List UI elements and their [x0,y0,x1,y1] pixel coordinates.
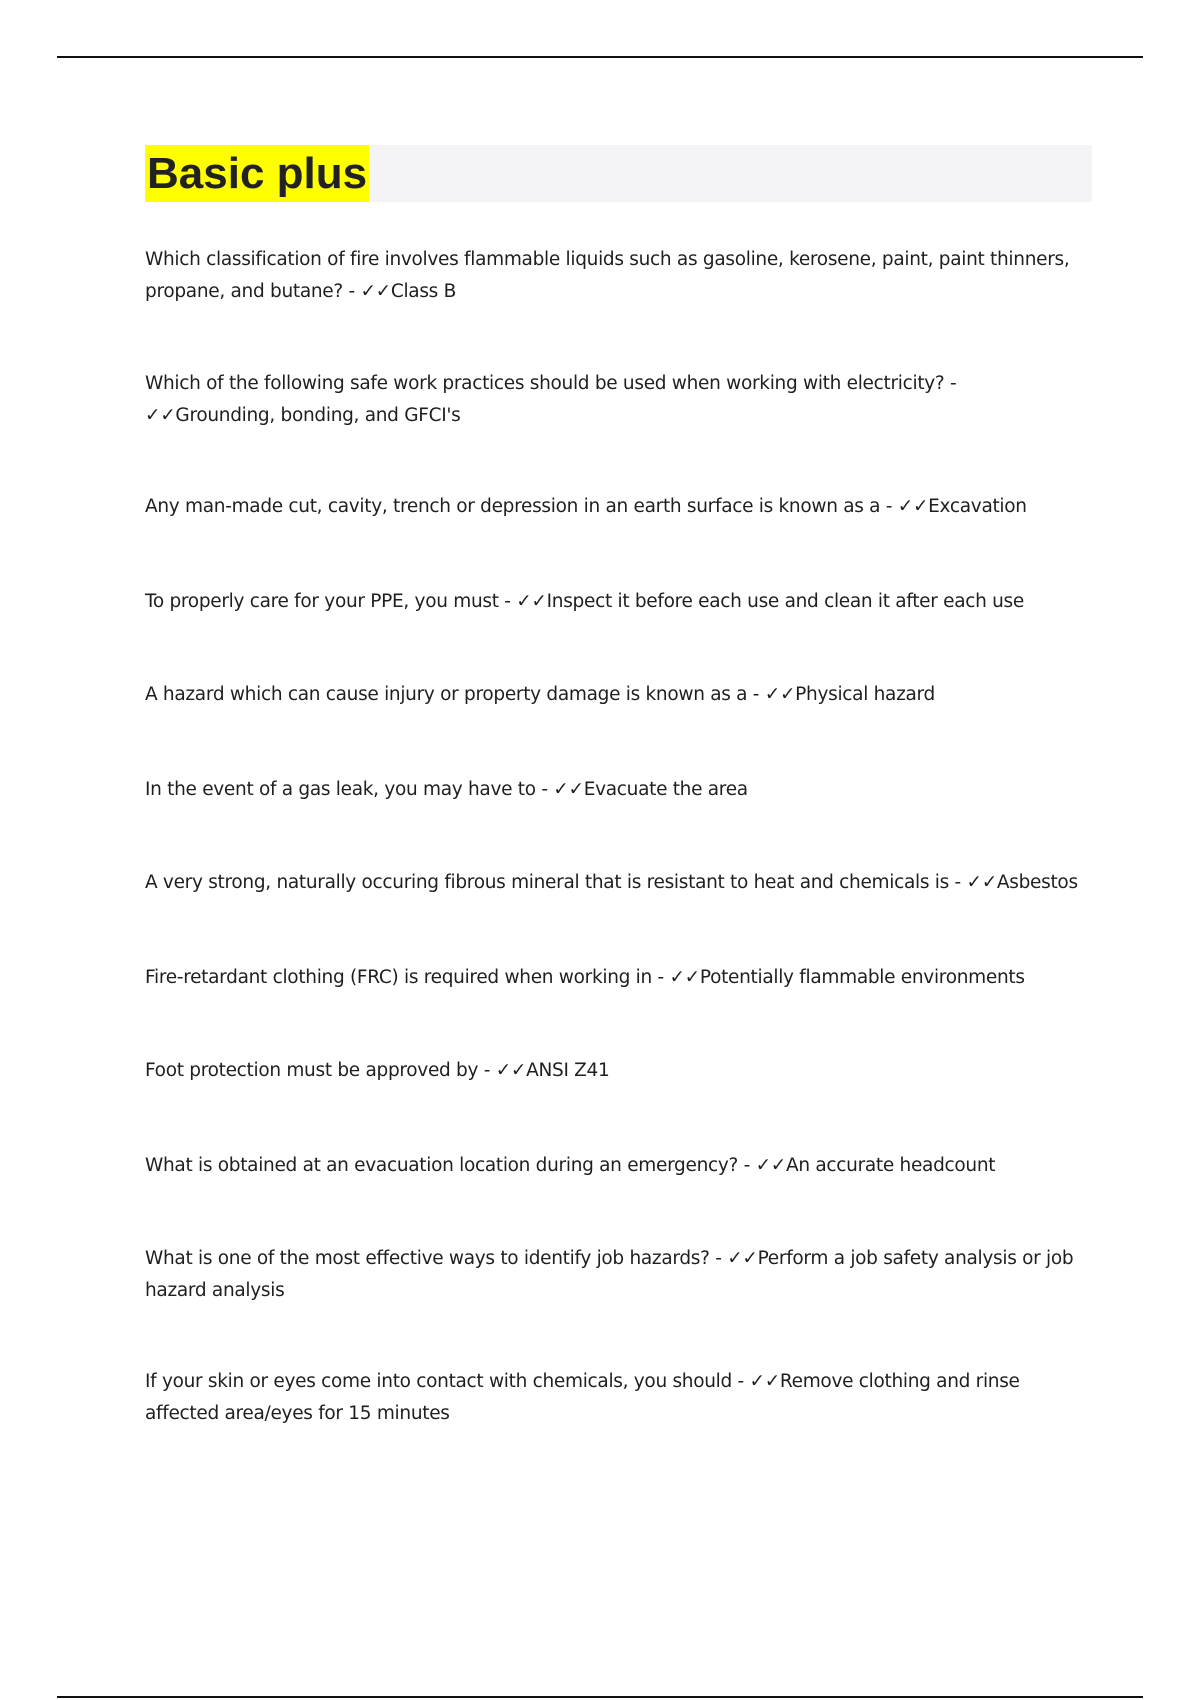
answer-text: Evacuate the area [583,779,748,800]
page-title: Basic plus [145,145,369,202]
question-text: Foot protection must be approved by [145,1060,479,1081]
question-text: A very strong, naturally occuring fibrous mineral that is resistant to heat and chemicals is [145,872,949,893]
question-text: Any man-made cut, cavity, trench or depression in an earth surface is known as a [145,496,881,517]
answer-text: Class B [390,281,456,302]
separator: - [880,496,898,517]
answer-text: Potentially flammable environments [699,967,1025,988]
check-icon: ✓✓ [897,496,929,517]
separator: - [651,967,670,988]
separator: - [498,591,517,612]
answer-text: Physical hazard [795,684,935,705]
question-text: What is obtained at an evacuation location during an emergency? [145,1155,739,1176]
separator: - [535,779,554,800]
separator: - [948,872,967,893]
qa-item [145,679,1090,711]
question-text: Which of the following safe work practices should be used when working with electricity? [145,373,945,394]
qa-item [145,1243,1090,1307]
check-icon: ✓✓ [145,405,176,426]
question-text: Fire-retardant clothing (FRC) is required when working in [145,967,652,988]
qa-item [145,962,1090,994]
answer-text: Grounding, bonding, and GFCI's [175,405,461,426]
answer-text: An accurate headcount [786,1155,996,1176]
question-text: If your skin or eyes come into contact with chemicals, you should [145,1371,732,1392]
qa-item [145,586,1090,618]
separator: - [738,1155,756,1176]
answer-text: Excavation [928,496,1027,517]
answer-text: Asbestos [996,872,1078,893]
question-text: A hazard which can cause injury or property damage is known as a [145,684,748,705]
separator: - [731,1371,750,1392]
question-text: To properly care for your PPE, you must [145,591,499,612]
top-rule [57,56,1143,58]
qa-item [145,1055,1090,1087]
answer-text: ANSI Z41 [526,1060,610,1081]
separator: - [944,373,957,394]
check-icon: ✓✓ [966,872,997,893]
answer-text: Inspect it before each use and clean it after each use [546,591,1024,612]
check-icon: ✓✓ [749,1371,780,1392]
separator: - [747,684,765,705]
qa-item [145,774,1090,806]
check-icon: ✓✓ [516,591,547,612]
check-icon: ✓✓ [495,1060,527,1081]
bottom-rule [57,1696,1143,1698]
answer-text: Remove clothing and rinse affected area/eyes for 15 minutes [145,1371,1020,1424]
answer-text: Perform a job safety analysis or job hazard analysis [145,1248,1074,1301]
check-icon: ✓✓ [553,779,584,800]
qa-item [145,867,1090,899]
qa-item [145,244,1090,308]
separator: - [478,1060,496,1081]
check-icon: ✓✓ [727,1248,758,1269]
question-text: In the event of a gas leak, you may have to [145,779,536,800]
separator: - [709,1248,728,1269]
question-text: Which classification of fire involves flammable liquids such as gasoline, kerosene, paint, paint thinners, propane, and butane? [145,249,1070,302]
separator: - [342,281,361,302]
check-icon: ✓✓ [755,1155,786,1176]
check-icon: ✓✓ [764,684,796,705]
check-icon: ✓✓ [669,967,700,988]
qa-item [145,1150,1090,1182]
qa-item [145,491,1090,523]
qa-item [145,368,1090,432]
check-icon: ✓✓ [360,281,391,302]
qa-item [145,1366,1090,1430]
question-text: What is one of the most effective ways to identify job hazards? [145,1248,710,1269]
